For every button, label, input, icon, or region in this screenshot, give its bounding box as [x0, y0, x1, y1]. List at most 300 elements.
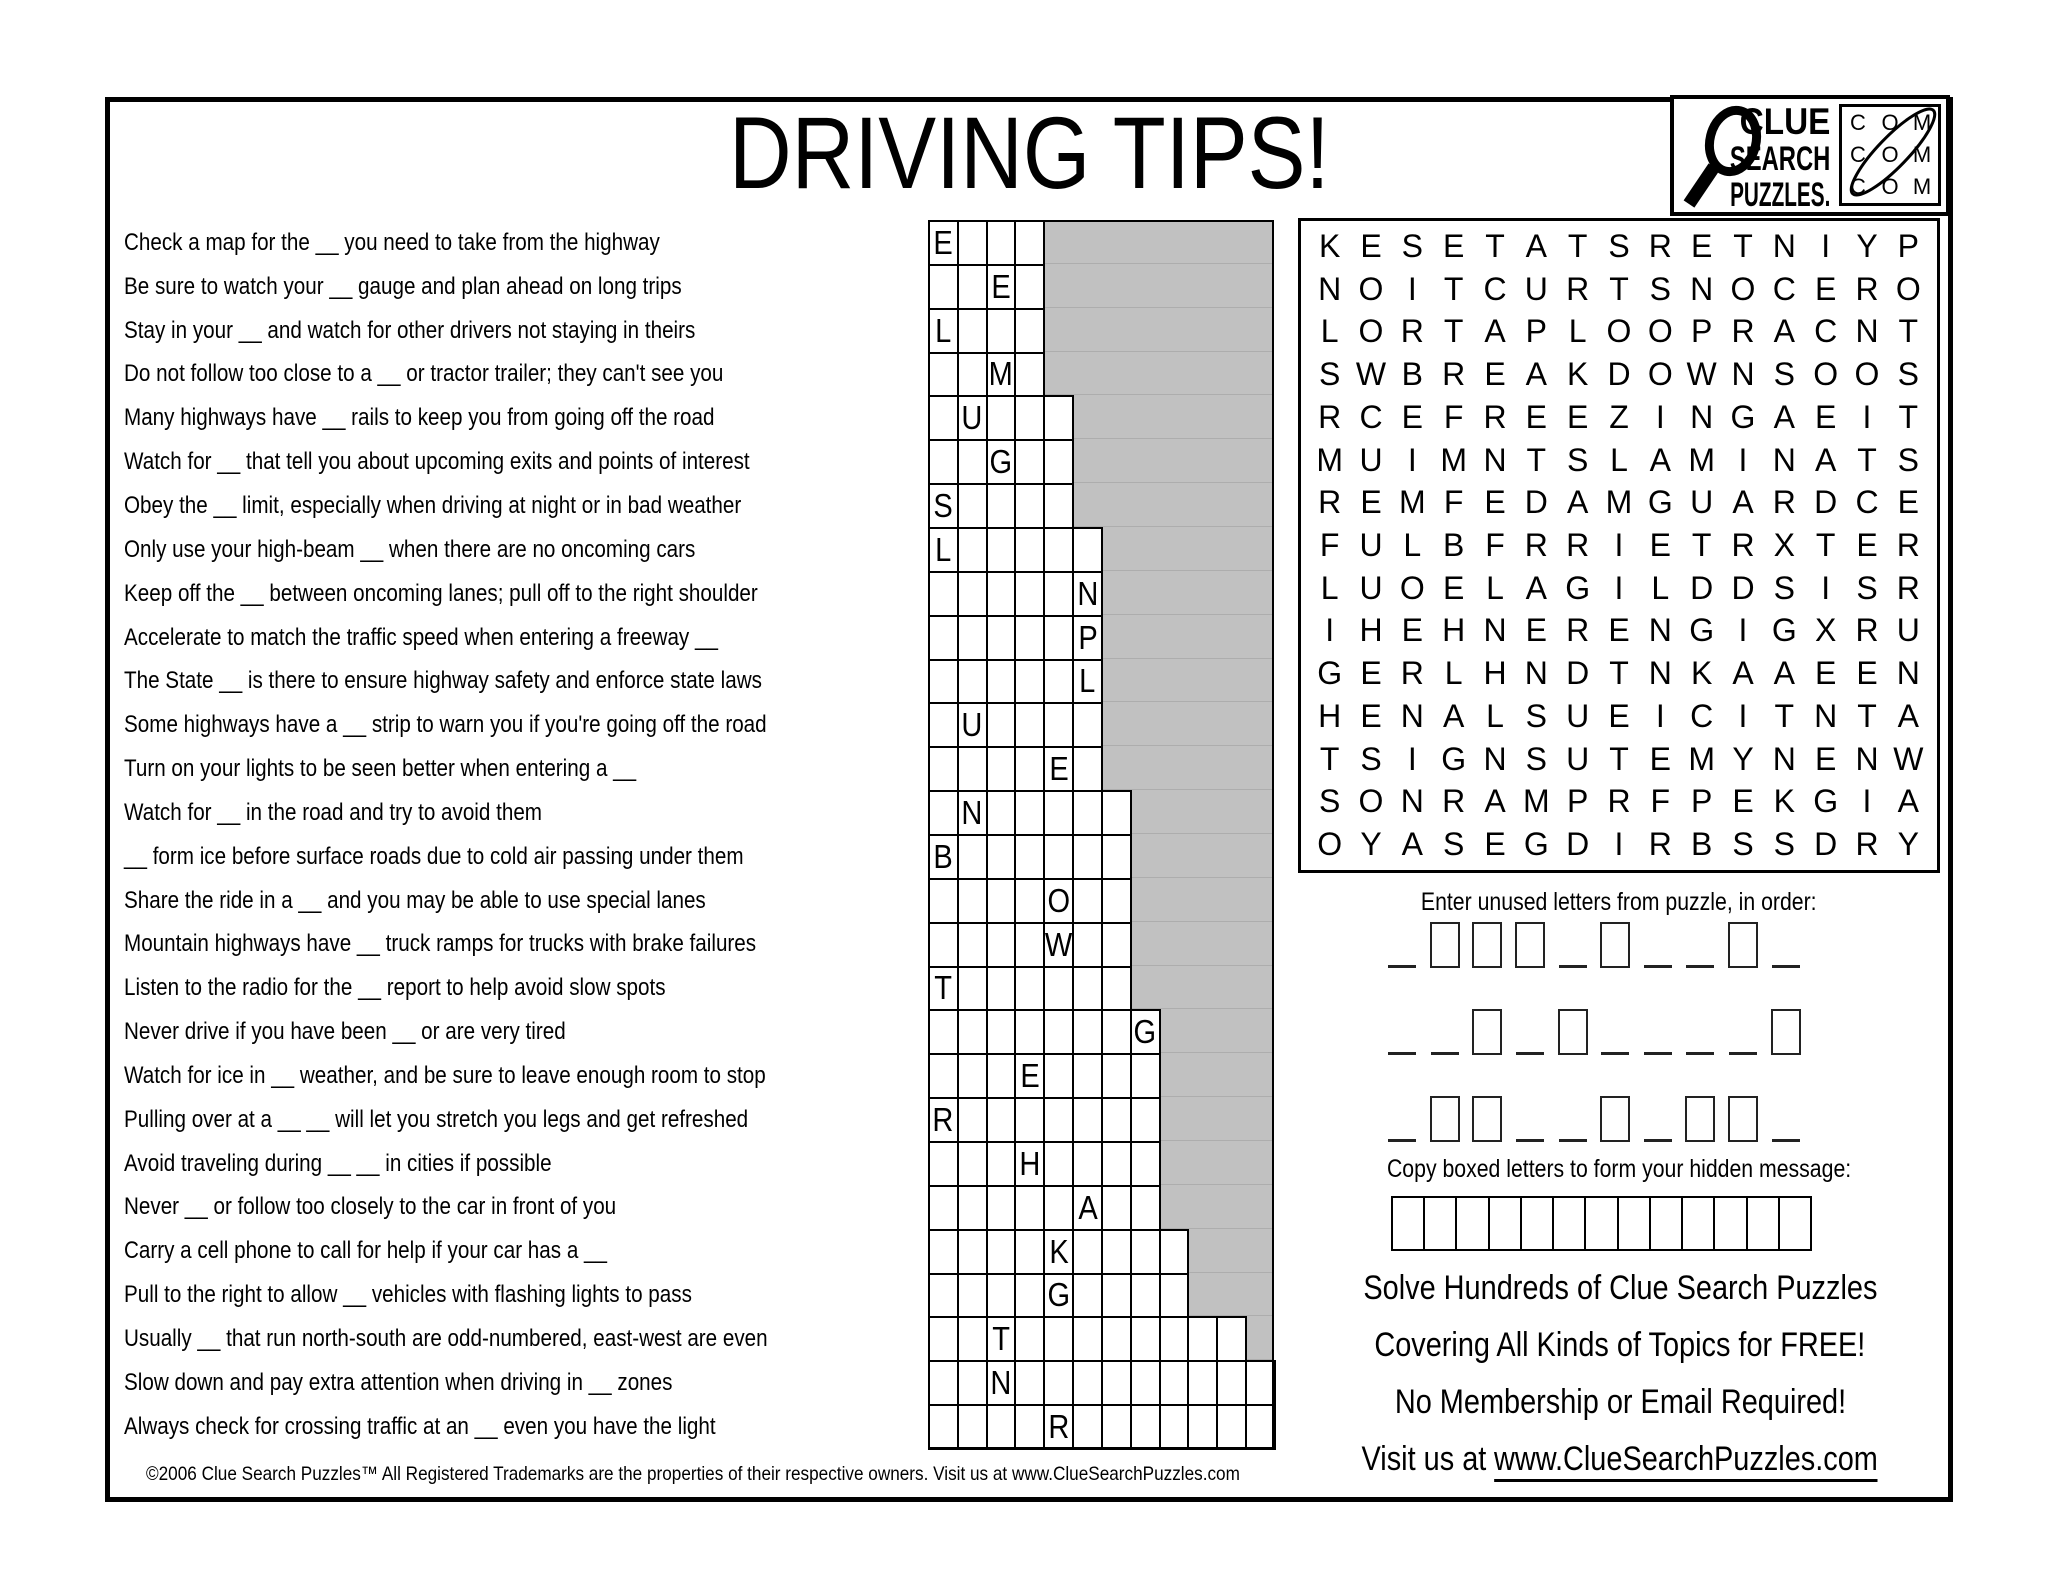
crossword-cell[interactable] — [986, 834, 1017, 880]
wordsearch-letter[interactable]: A — [1732, 484, 1754, 521]
unused-letter-box-slot[interactable] — [1594, 1092, 1637, 1142]
crossword-cell[interactable] — [1072, 878, 1103, 924]
crossword-cell[interactable] — [1043, 1185, 1074, 1231]
crossword-cell[interactable] — [1043, 922, 1074, 968]
wordsearch-letter[interactable]: R — [1855, 612, 1879, 649]
hidden-message-box[interactable] — [1423, 1196, 1457, 1251]
hidden-message-box[interactable] — [1681, 1196, 1715, 1251]
wordsearch-letter[interactable]: P — [1690, 783, 1713, 820]
wordsearch-letter[interactable]: D — [1814, 826, 1838, 863]
crossword-cell[interactable] — [986, 1141, 1017, 1187]
wordsearch-letter[interactable]: A — [1897, 697, 1919, 734]
wordsearch-letter[interactable]: F — [1443, 484, 1464, 521]
crossword-cell[interactable] — [986, 571, 1017, 617]
crossword-cell[interactable] — [1043, 527, 1074, 573]
wordsearch-letter[interactable]: R — [1566, 270, 1590, 307]
wordsearch-letter[interactable]: D — [1690, 569, 1714, 606]
crossword-cell[interactable] — [928, 1404, 959, 1450]
wordsearch-letter[interactable]: E — [1649, 526, 1671, 563]
crossword-cell[interactable] — [957, 571, 988, 617]
wordsearch-letter[interactable]: O — [1895, 270, 1921, 307]
crossword-cell[interactable] — [1101, 922, 1132, 968]
crossword-cell[interactable] — [1072, 1229, 1103, 1275]
unused-letter-box-slot[interactable] — [1466, 1005, 1509, 1055]
crossword-cell[interactable] — [986, 746, 1017, 792]
crossword-cell[interactable] — [1043, 1053, 1074, 1099]
crossword-cell[interactable] — [928, 1316, 959, 1362]
crossword-cell[interactable] — [1159, 1316, 1190, 1362]
wordsearch-letter[interactable]: I — [1325, 612, 1335, 649]
crossword-cell[interactable] — [986, 922, 1017, 968]
crossword-cell[interactable] — [1072, 1273, 1103, 1319]
unused-letter-line-slot[interactable] — [1637, 1005, 1680, 1055]
wordsearch-letter[interactable]: M — [1605, 484, 1633, 521]
crossword-cell[interactable] — [928, 308, 959, 354]
wordsearch-letter[interactable]: M — [1522, 783, 1550, 820]
wordsearch-letter[interactable]: Z — [1609, 398, 1629, 435]
wordsearch-letter[interactable]: N — [1690, 270, 1714, 307]
crossword-cell[interactable] — [986, 527, 1017, 573]
wordsearch-letter[interactable]: E — [1360, 655, 1382, 692]
crossword-cell[interactable] — [928, 571, 959, 617]
wordsearch-letter[interactable]: S — [1773, 569, 1795, 606]
wordsearch-letter[interactable]: N — [1896, 655, 1920, 692]
wordsearch-letter[interactable]: S — [1401, 227, 1423, 264]
crossword-cell[interactable] — [1014, 1097, 1045, 1143]
wordsearch-letter[interactable]: T — [1774, 697, 1795, 734]
crossword-cell[interactable] — [957, 1229, 988, 1275]
wordsearch-letter[interactable]: T — [1319, 740, 1340, 777]
wordsearch-letter[interactable]: A — [1566, 484, 1589, 521]
crossword-cell[interactable] — [1072, 1360, 1103, 1406]
wordsearch-letter[interactable]: L — [1320, 313, 1339, 350]
wordsearch-letter[interactable]: O — [1854, 356, 1880, 393]
wordsearch-letter[interactable]: R — [1648, 227, 1672, 264]
crossword-cell[interactable] — [1072, 702, 1103, 748]
wordsearch-letter[interactable]: L — [1403, 526, 1422, 563]
crossword-cell[interactable] — [1101, 878, 1132, 924]
crossword-cell[interactable] — [1014, 1229, 1045, 1275]
wordsearch-letter[interactable]: I — [1407, 740, 1417, 777]
crossword-cell[interactable] — [1072, 527, 1103, 573]
wordsearch-letter[interactable]: E — [1484, 356, 1506, 393]
unused-letter-line-slot[interactable] — [1679, 918, 1722, 968]
crossword-cell[interactable] — [957, 483, 988, 529]
hidden-message-box[interactable] — [1455, 1196, 1489, 1251]
wordsearch-letter[interactable]: N — [1400, 783, 1424, 820]
wordsearch-letter[interactable]: E — [1360, 697, 1382, 734]
crossword-cell[interactable] — [957, 439, 988, 485]
wordsearch-letter[interactable]: O — [1647, 313, 1673, 350]
wordsearch-letter[interactable]: W — [1893, 740, 1924, 777]
wordsearch-letter[interactable]: D — [1524, 484, 1548, 521]
crossword-cell[interactable] — [1216, 1316, 1247, 1362]
wordsearch-letter[interactable]: L — [1486, 569, 1504, 606]
crossword-cell[interactable] — [1072, 1053, 1103, 1099]
wordsearch-letter[interactable]: O — [1358, 270, 1384, 307]
wordsearch-letter[interactable]: E — [1690, 227, 1713, 264]
wordsearch-letter[interactable]: A — [1525, 227, 1547, 264]
wordsearch-letter[interactable]: P — [1525, 313, 1547, 350]
wordsearch-letter[interactable]: U — [1524, 270, 1548, 307]
wordsearch-letter[interactable]: I — [1614, 569, 1624, 606]
crossword-cell[interactable] — [1043, 702, 1074, 748]
crossword-cell[interactable] — [1101, 1229, 1132, 1275]
wordsearch-letter[interactable]: I — [1655, 398, 1665, 435]
crossword-cell[interactable] — [1014, 352, 1045, 398]
wordsearch-letter[interactable]: R — [1318, 484, 1342, 521]
unused-letter-box-slot[interactable] — [1509, 918, 1552, 968]
unused-letter-line-slot[interactable] — [1381, 1005, 1424, 1055]
unused-letter-line-slot[interactable] — [1722, 1005, 1765, 1055]
crossword-cell[interactable] — [1043, 571, 1074, 617]
crossword-cell[interactable] — [957, 527, 988, 573]
hidden-message-box[interactable] — [1488, 1196, 1522, 1251]
wordsearch-letter[interactable]: G — [1730, 398, 1756, 435]
crossword-cell[interactable] — [1187, 1360, 1218, 1406]
wordsearch-letter[interactable]: M — [1398, 484, 1426, 521]
crossword-cell[interactable] — [1072, 790, 1103, 836]
wordsearch-letter[interactable]: W — [1355, 356, 1387, 393]
crossword-cell[interactable] — [1014, 966, 1045, 1012]
wordsearch-letter[interactable]: L — [1568, 313, 1587, 350]
crossword-cell[interactable] — [1216, 1404, 1247, 1450]
wordsearch-letter[interactable]: R — [1524, 526, 1548, 563]
crossword-cell[interactable] — [1014, 878, 1045, 924]
unused-letter-box-slot[interactable] — [1764, 1005, 1807, 1055]
wordsearch-letter[interactable]: R — [1607, 783, 1631, 820]
crossword-cell[interactable] — [957, 966, 988, 1012]
wordsearch-letter[interactable]: E — [1732, 783, 1754, 820]
crossword-cell[interactable] — [986, 483, 1017, 529]
crossword-cell[interactable] — [1014, 527, 1045, 573]
wordsearch-letter[interactable]: R — [1896, 569, 1920, 606]
wordsearch-letter[interactable]: S — [1897, 356, 1919, 393]
crossword-cell[interactable] — [1014, 1053, 1045, 1099]
crossword-cell[interactable] — [1014, 1009, 1045, 1055]
hidden-message-box[interactable] — [1713, 1196, 1747, 1251]
crossword-cell[interactable] — [1014, 1185, 1045, 1231]
crossword-cell[interactable] — [1043, 834, 1074, 880]
wordsearch-letter[interactable]: T — [1815, 526, 1836, 563]
crossword-cell[interactable] — [1072, 615, 1103, 661]
wordsearch-letter[interactable]: I — [1407, 441, 1417, 478]
unused-letter-line-slot[interactable] — [1637, 918, 1680, 968]
hidden-message-box[interactable] — [1617, 1196, 1651, 1251]
wordsearch-letter[interactable]: M — [1688, 740, 1715, 777]
wordsearch-letter[interactable]: O — [1358, 313, 1384, 350]
crossword-cell[interactable] — [957, 220, 988, 266]
wordsearch-letter[interactable]: X — [1773, 526, 1795, 563]
crossword-cell[interactable] — [957, 1360, 988, 1406]
wordsearch-letter[interactable]: E — [1442, 227, 1465, 264]
crossword-cell[interactable] — [986, 659, 1017, 705]
wordsearch-letter[interactable]: N — [1855, 740, 1879, 777]
wordsearch-letter[interactable]: S — [1773, 356, 1795, 393]
wordsearch-letter[interactable]: T — [1857, 697, 1877, 734]
wordsearch-letter[interactable]: A — [1649, 441, 1671, 478]
crossword-cell[interactable] — [1101, 1404, 1132, 1450]
wordsearch-letter[interactable]: S — [1732, 826, 1754, 863]
wordsearch-letter[interactable]: O — [1358, 783, 1384, 820]
crossword-cell[interactable] — [1043, 659, 1074, 705]
wordsearch-letter[interactable]: G — [1565, 569, 1591, 606]
wordsearch-letter[interactable]: I — [1614, 526, 1624, 563]
wordsearch-letter[interactable]: N — [1772, 227, 1796, 264]
wordsearch-letter[interactable]: G — [1689, 612, 1715, 649]
wordsearch-letter[interactable]: U — [1896, 612, 1920, 649]
crossword-cell[interactable] — [1043, 790, 1074, 836]
crossword-cell[interactable] — [1014, 483, 1045, 529]
wordsearch-letter[interactable]: R — [1400, 655, 1424, 692]
crossword-cell[interactable] — [1159, 1229, 1190, 1275]
crossword-cell[interactable] — [957, 1141, 988, 1187]
wordsearch-letter[interactable]: I — [1738, 441, 1748, 478]
wordsearch-letter[interactable]: T — [1443, 313, 1464, 350]
wordsearch-letter[interactable]: R — [1483, 398, 1507, 435]
wordsearch-letter[interactable]: E — [1814, 740, 1837, 777]
wordsearch-letter[interactable]: A — [1773, 398, 1795, 435]
crossword-cell[interactable] — [986, 1229, 1017, 1275]
crossword-cell[interactable] — [1014, 922, 1045, 968]
wordsearch-letter[interactable]: E — [1484, 826, 1506, 863]
crossword-cell[interactable] — [1101, 1316, 1132, 1362]
crossword-cell[interactable] — [1043, 1141, 1074, 1187]
wordsearch-letter[interactable]: O — [1606, 313, 1632, 350]
crossword-cell[interactable] — [1101, 1053, 1132, 1099]
wordsearch-letter[interactable]: F — [1319, 526, 1340, 563]
wordsearch-letter[interactable]: D — [1566, 826, 1590, 863]
crossword-cell[interactable] — [1072, 1404, 1103, 1450]
wordsearch-letter[interactable]: I — [1821, 569, 1831, 606]
wordsearch-letter[interactable]: E — [1897, 484, 1919, 521]
crossword-cell[interactable] — [1014, 439, 1045, 485]
wordsearch-letter[interactable]: X — [1814, 612, 1837, 649]
unused-letter-line-slot[interactable] — [1679, 1005, 1722, 1055]
crossword-cell[interactable] — [1043, 483, 1074, 529]
wordsearch-letter[interactable]: N — [1648, 655, 1672, 692]
wordsearch-letter[interactable]: Y — [1897, 826, 1919, 863]
crossword-cell[interactable] — [957, 264, 988, 310]
crossword-cell[interactable] — [1072, 1097, 1103, 1143]
crossword-cell[interactable] — [928, 1053, 959, 1099]
wordsearch-letter[interactable]: R — [1442, 356, 1466, 393]
crossword-cell[interactable] — [986, 1273, 1017, 1319]
crossword-cell[interactable] — [928, 352, 959, 398]
unused-letter-line-slot[interactable] — [1424, 1005, 1467, 1055]
crossword-cell[interactable] — [1159, 1360, 1190, 1406]
crossword-cell[interactable] — [1072, 966, 1103, 1012]
crossword-cell[interactable] — [957, 659, 988, 705]
wordsearch-letter[interactable]: A — [1897, 783, 1919, 820]
wordsearch-letter[interactable]: A — [1484, 783, 1506, 820]
crossword-cell[interactable] — [1043, 966, 1074, 1012]
crossword-cell[interactable] — [1014, 615, 1045, 661]
crossword-cell[interactable] — [1130, 1404, 1161, 1450]
unused-letter-box-slot[interactable] — [1424, 918, 1467, 968]
crossword-cell[interactable] — [1072, 571, 1103, 617]
crossword-cell[interactable] — [1245, 1404, 1276, 1450]
wordsearch-letter[interactable]: U — [1359, 569, 1383, 606]
unused-letter-line-slot[interactable] — [1637, 1092, 1680, 1142]
unused-letter-line-slot[interactable] — [1764, 918, 1807, 968]
crossword-cell[interactable] — [957, 1316, 988, 1362]
crossword-cell[interactable] — [1043, 1316, 1074, 1362]
crossword-cell[interactable] — [928, 527, 959, 573]
crossword-cell[interactable] — [1014, 790, 1045, 836]
crossword-cell[interactable] — [1014, 1316, 1045, 1362]
crossword-cell[interactable] — [957, 1097, 988, 1143]
crossword-cell[interactable] — [986, 1185, 1017, 1231]
wordsearch-letter[interactable]: R — [1855, 270, 1879, 307]
unused-letter-line-slot[interactable] — [1594, 1005, 1637, 1055]
crossword-cell[interactable] — [928, 1360, 959, 1406]
crossword-cell[interactable] — [1072, 746, 1103, 792]
wordsearch-letter[interactable]: A — [1525, 569, 1547, 606]
crossword-cell[interactable] — [928, 395, 959, 441]
wordsearch-letter[interactable]: N — [1648, 612, 1672, 649]
crossword-cell[interactable] — [1043, 746, 1074, 792]
wordsearch-letter[interactable]: C — [1483, 270, 1507, 307]
wordsearch-letter[interactable]: A — [1814, 441, 1837, 478]
wordsearch-letter[interactable]: R — [1855, 826, 1879, 863]
wordsearch-letter[interactable]: A — [1484, 313, 1506, 350]
unused-letter-line-slot[interactable] — [1764, 1092, 1807, 1142]
wordsearch-letter[interactable]: C — [1772, 270, 1796, 307]
crossword-cell[interactable] — [928, 878, 959, 924]
wordsearch-letter[interactable]: G — [1813, 783, 1839, 820]
crossword-cell[interactable] — [1159, 1273, 1190, 1319]
wordsearch-letter[interactable]: I — [1821, 227, 1831, 264]
unused-letter-line-slot[interactable] — [1551, 1092, 1594, 1142]
unused-letter-box-slot[interactable] — [1551, 1005, 1594, 1055]
crossword-cell[interactable] — [986, 966, 1017, 1012]
wordsearch-letter[interactable]: G — [1771, 612, 1797, 649]
wordsearch-letter[interactable]: U — [1566, 697, 1590, 734]
hidden-message-box[interactable] — [1778, 1196, 1812, 1251]
crossword-cell[interactable] — [1043, 878, 1074, 924]
wordsearch-letter[interactable]: A — [1442, 697, 1465, 734]
crossword-cell[interactable] — [1072, 1185, 1103, 1231]
unused-letter-line-slot[interactable] — [1381, 918, 1424, 968]
crossword-cell[interactable] — [1130, 1316, 1161, 1362]
crossword-cell[interactable] — [957, 1273, 988, 1319]
wordsearch-letter[interactable]: K — [1566, 356, 1589, 393]
crossword-cell[interactable] — [986, 352, 1017, 398]
wordsearch-letter[interactable]: N — [1814, 697, 1838, 734]
wordsearch-letter[interactable]: I — [1862, 783, 1872, 820]
wordsearch-letter[interactable]: L — [1486, 697, 1504, 734]
crossword-cell[interactable] — [1101, 1097, 1132, 1143]
wordsearch-letter[interactable]: S — [1773, 826, 1795, 863]
crossword-cell[interactable] — [1130, 1009, 1161, 1055]
wordsearch-letter[interactable]: E — [1608, 612, 1630, 649]
crossword-cell[interactable] — [1130, 1229, 1161, 1275]
crossword-cell[interactable] — [1130, 1053, 1161, 1099]
wordsearch-letter[interactable]: T — [1691, 526, 1712, 563]
unused-letter-box-slot[interactable] — [1722, 1092, 1765, 1142]
wordsearch-letter[interactable]: I — [1407, 270, 1417, 307]
crossword-cell[interactable] — [957, 308, 988, 354]
crossword-cell[interactable] — [986, 1404, 1017, 1450]
wordsearch-letter[interactable]: O — [1317, 826, 1343, 863]
crossword-cell[interactable] — [928, 659, 959, 705]
crossword-cell[interactable] — [1014, 571, 1045, 617]
wordsearch-letter[interactable]: M — [1316, 441, 1343, 478]
wordsearch-letter[interactable]: U — [1359, 441, 1383, 478]
wordsearch-letter[interactable]: T — [1443, 270, 1464, 307]
crossword-cell[interactable] — [957, 790, 988, 836]
crossword-cell[interactable] — [1043, 1404, 1074, 1450]
wordsearch-letter[interactable]: R — [1400, 313, 1424, 350]
wordsearch-letter[interactable]: A — [1773, 313, 1795, 350]
wordsearch-letter[interactable]: E — [1856, 655, 1878, 692]
wordsearch-letter[interactable]: R — [1566, 612, 1590, 649]
wordsearch-letter[interactable]: E — [1484, 484, 1506, 521]
wordsearch-letter[interactable]: U — [1566, 740, 1590, 777]
wordsearch-letter[interactable]: T — [1609, 655, 1629, 692]
wordsearch-letter[interactable]: B — [1690, 826, 1713, 863]
wordsearch-letter[interactable]: N — [1483, 612, 1507, 649]
crossword-cell[interactable] — [928, 702, 959, 748]
wordsearch-letter[interactable]: T — [1733, 227, 1753, 264]
unused-letter-box-slot[interactable] — [1466, 1092, 1509, 1142]
wordsearch-letter[interactable]: B — [1442, 526, 1465, 563]
wordsearch-letter[interactable]: S — [1525, 697, 1547, 734]
wordsearch-letter[interactable]: R — [1772, 484, 1796, 521]
wordsearch-letter[interactable]: P — [1897, 227, 1919, 264]
wordsearch-letter[interactable]: S — [1649, 270, 1671, 307]
wordsearch-letter[interactable]: R — [1566, 526, 1590, 563]
unused-letter-box-slot[interactable] — [1594, 918, 1637, 968]
crossword-cell[interactable] — [1014, 308, 1045, 354]
wordsearch-letter[interactable]: R — [1648, 826, 1672, 863]
wordsearch-letter[interactable]: L — [1610, 441, 1628, 478]
crossword-cell[interactable] — [1216, 1360, 1247, 1406]
crossword-cell[interactable] — [1043, 1097, 1074, 1143]
crossword-cell[interactable] — [1130, 1097, 1161, 1143]
crossword-cell[interactable] — [1043, 1273, 1074, 1319]
wordsearch-letter[interactable]: N — [1483, 441, 1507, 478]
wordsearch-letter[interactable]: K — [1773, 783, 1795, 820]
wordsearch-letter[interactable]: D — [1566, 655, 1590, 692]
crossword-cell[interactable] — [1072, 1141, 1103, 1187]
wordsearch-letter[interactable]: N — [1483, 740, 1507, 777]
crossword-cell[interactable] — [928, 966, 959, 1012]
crossword-cell[interactable] — [1101, 790, 1132, 836]
wordsearch-letter[interactable]: S — [1897, 441, 1919, 478]
wordsearch-letter[interactable]: S — [1856, 569, 1878, 606]
crossword-cell[interactable] — [1014, 264, 1045, 310]
wordsearch-letter[interactable]: E — [1360, 227, 1382, 264]
wordsearch-letter[interactable]: L — [1320, 569, 1339, 606]
wordsearch-letter[interactable]: Y — [1360, 826, 1382, 863]
crossword-cell[interactable] — [986, 308, 1017, 354]
wordsearch-letter[interactable]: E — [1608, 697, 1630, 734]
crossword-cell[interactable] — [1130, 1360, 1161, 1406]
wordsearch-letter[interactable]: D — [1731, 569, 1755, 606]
crossword-cell[interactable] — [986, 220, 1017, 266]
crossword-cell[interactable] — [1101, 834, 1132, 880]
crossword-cell[interactable] — [1130, 1273, 1161, 1319]
wordsearch-letter[interactable]: C — [1855, 484, 1879, 521]
wordsearch-letter[interactable]: E — [1401, 398, 1423, 435]
crossword-cell[interactable] — [986, 615, 1017, 661]
unused-letter-line-slot[interactable] — [1509, 1092, 1552, 1142]
wordsearch-letter[interactable]: H — [1359, 612, 1383, 649]
wordsearch-letter[interactable]: T — [1898, 398, 1919, 435]
crossword-cell[interactable] — [1072, 834, 1103, 880]
